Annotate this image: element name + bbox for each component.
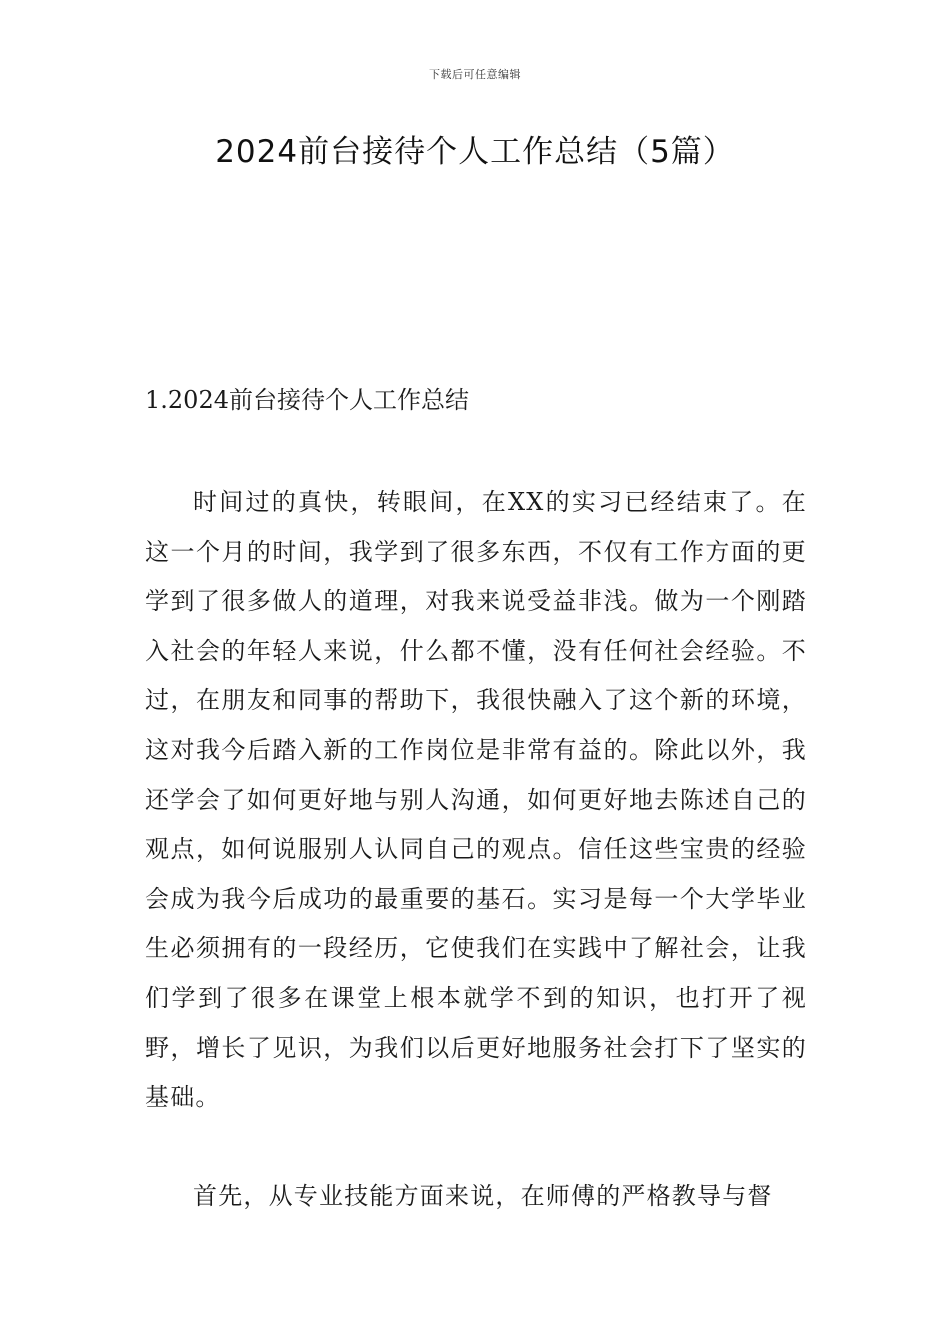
- body-paragraph: 首先，从专业技能方面来说，在师傅的严格教导与督: [193, 1182, 773, 1210]
- document-title: 2024前台接待个人工作总结（5篇）: [215, 134, 735, 170]
- section-heading: 1.2024前台接待个人工作总结: [145, 386, 469, 414]
- header-note: 下载后可任意编辑: [429, 68, 521, 81]
- body-paragraph: 时间过的真快，转眼间，在XX的实习已经结束了。在这一个月的时间，我学到了很多东西，不仅有工作方面的更学到了很多做人的道理，对我来说受益非浅。做为一个刚踏入社会的年轻人来说，什么都不懂，没有任何社会经验。不过，在朋友和同事的帮助下，我很快融入了这个新的环境，这对我今后踏入新的工作岗位是非常有益的。除此以外，我还学会了如何更好地与别人沟通，如何更好地去陈述自己的观点，如何说服别人认同自己的观点。信任这些宝贵的经验会成为我今后成功的最重要的基石。实习是每一个大学毕业生必须拥有的一段经历，它使我们在实践中了解社会，让我们学到了很多在课堂上根本就学不到的知识，也打开了视野，增长了见识，为我们以后更好地服务社会打下了坚实的基础。: [145, 488, 807, 1112]
